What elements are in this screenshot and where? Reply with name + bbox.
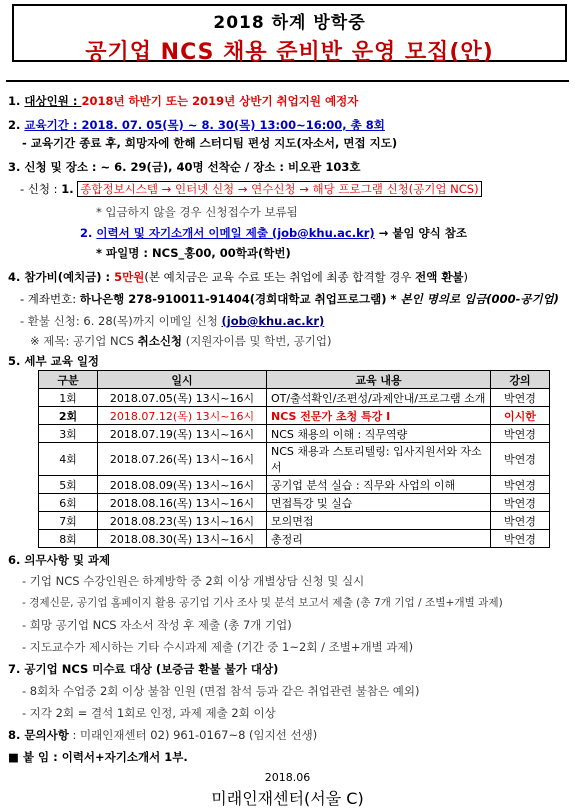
filename-rule: * 파일명 : NCS_홍00, 00학과(학번) [96,246,291,260]
cell-datetime: 2018.08.30(목) 13시~16시 [98,530,267,548]
cell-content: 공기업 분석 실습 : 직무와 사업의 이해 [267,476,491,494]
cell-lecturer: 박연경 [491,530,550,548]
noncompletion-item: - 8회차 수업중 2회 이상 불참 인원 (면접 참석 등과 같은 취업관련 불참은 예외) [22,684,420,698]
section-label: 대상인원 : [24,94,82,108]
refund-line [20,314,324,328]
section-value: 2018. 07. 05(목) ~ 8. 30(목) 13:00~16:00, 총 8회 [81,118,385,132]
cell-content: 면접특강 및 실습 [267,494,491,512]
section-noncompletion-title: 7. 공기업 NCS 미수료 대상 (보증금 환불 불가 대상) [8,662,279,676]
cell-round: 5회 [39,476,98,494]
cell-datetime: 2018.07.05(목) 13시~16시 [98,389,267,407]
subject-cancel: 취소신청 [137,334,183,348]
footer-date: 2018.06 [264,771,311,784]
refund-subject [30,334,332,348]
apply-step2 [80,226,467,240]
title-box [12,4,567,65]
table-row [39,443,550,476]
attachment-line [8,750,188,764]
table-row [39,476,550,494]
cell-lecturer: 박연경 [491,443,550,476]
attachment-label: 붙 임 [22,750,50,764]
apply-prefix: - 신청 : [20,182,62,196]
noncompletion-item: - 지각 2회 = 결석 1회로 인정, 과제 제출 2회 이상 [22,706,276,720]
cell-lecturer: 박연경 [491,494,550,512]
cell-content: NCS 전문가 초청 특강 I [267,407,491,425]
section-number: 1. [8,94,21,108]
cell-datetime: 2018.07.26(목) 13시~16시 [98,443,267,476]
account-number: 하나은행 278-910011-91404(경희대학교 취업프로그램) [79,292,387,306]
col-header: 교육 내용 [267,371,491,389]
table-row [39,512,550,530]
cell-round: 4회 [39,443,98,476]
title-main: 공기업 NCS 채용 준비반 운영 모집(안) [85,40,494,65]
section-contact [8,728,317,742]
section-number: 4. [8,270,21,284]
cell-content: NCS 채용의 이해 : 직무역량 [267,425,491,443]
step-number: 1. [61,182,74,196]
section-label: 참가비(예치금) : [24,270,115,284]
fee-desc: (본 예치금은 교육 수료 또는 취업에 최종 합격할 경우 [144,270,416,284]
apply-step1-note: * 입금하지 않을 경우 신청접수가 보류됨 [96,205,298,219]
section-schedule-title: 5. 세부 교육 일정 [8,354,100,368]
section-label: 교육기간 : [24,118,82,132]
col-header: 일시 [98,371,267,389]
subject-prefix: ※ 제목: 공기업 NCS [30,334,138,348]
cell-lecturer: 박연경 [491,512,550,530]
cell-lecturer: 이시한 [491,407,550,425]
section-duties-title: 6. 의무사항 및 과제 [8,553,111,567]
cell-content: 모의면접 [267,512,491,530]
cell-content: 총정리 [267,530,491,548]
table-row [39,530,550,548]
period-note: - 교육기간 종료 후, 희망자에 한해 스터디팀 편성 지도(자소서, 면접 지도) [22,136,398,150]
cell-round: 6회 [39,494,98,512]
contact-label: 8. 문의사항 [8,728,69,742]
duty-item: - 경제신문, 공기업 홈페이지 활용 공기업 기사 조사 및 분석 보고서 제출 (총 7개 기업 / 조별+개별 과제) [22,597,503,609]
cell-round: 7회 [39,512,98,530]
cell-round: 1회 [39,389,98,407]
apply-email-link[interactable]: 이력서 및 자기소개서 이메일 제출 (job@khu.ac.kr) [96,226,375,240]
section-target [8,94,358,108]
cell-lecturer: 박연경 [491,476,550,494]
section-number: 2. [8,118,21,132]
cell-content: OT/출석확인/조편성/과제안내/프로그램 소개 [267,389,491,407]
cell-round: 3회 [39,425,98,443]
table-header-row [39,371,550,389]
contact-value: : 미래인재센터 02) 961-0167~8 (임지선 선생) [68,728,318,742]
table-row [39,425,550,443]
duty-item: - 기업 NCS 수강인원은 하계방학 중 2회 이상 개별상담 신청 및 실시 [22,574,365,588]
account-note: * 본인 명의로 입금(000-공기업) [386,292,559,306]
cell-datetime: 2018.08.16(목) 13시~16시 [98,494,267,512]
col-header: 강의 [491,371,550,389]
section-value: 2018년 하반기 또는 2019년 상반기 취업지원 예정자 [81,94,359,108]
fee-refund: 전액 환불 [415,270,464,284]
col-header: 구분 [39,371,98,389]
table-row [39,389,550,407]
apply-attach-ref: → 붙임 양식 참조 [374,226,467,240]
duty-item: - 지도교수가 제시하는 기타 수시과제 제출 (기간 중 1~2회 / 조별+개별 과제) [22,640,414,654]
fee-amount: 5만원 [114,270,145,284]
fee-desc-end: ) [463,270,469,284]
cell-datetime: 2018.07.12(목) 13시~16시 [98,407,267,425]
cell-round: 2회 [39,407,98,425]
cell-datetime: 2018.08.09(목) 13시~16시 [98,476,267,494]
cell-datetime: 2018.07.19(목) 13시~16시 [98,425,267,443]
section-period [8,118,385,132]
account-line [20,292,559,306]
step-number: 2. [80,226,93,240]
square-bullet-icon: ■ [8,750,23,764]
title-year: 2018 하계 방학중 [213,13,366,33]
cell-content: NCS 채용과 스토리텔링: 입사지원서와 자소서 [267,443,491,476]
table-row [39,494,550,512]
cell-lecturer: 박연경 [491,389,550,407]
table-row-highlight [39,407,550,425]
attachment-value: : 이력서+자기소개서 1부. [49,750,188,764]
schedule-table [38,370,550,548]
section-apply: 3. 신청 및 장소 : ~ 6. 29(금), 40명 선착순 / 장소 : 비오관 103호 [8,160,361,174]
cell-datetime: 2018.08.23(목) 13시~16시 [98,512,267,530]
refund-email-link[interactable]: (job@khu.ac.kr) [221,314,325,328]
divider-top [6,80,569,82]
footer-org: 미래인재센터(서울 C) [211,789,364,808]
subject-end: (지원자이름 및 학번, 공기업) [182,334,332,348]
section-fee [8,270,468,284]
apply-step1 [20,182,482,196]
refund-text: - 환불 신청: 6. 28(목)까지 이메일 신청 [20,314,222,328]
duty-item: - 희망 공기업 NCS 자소서 작성 후 제출 (총 7개 기업) [22,618,292,632]
cell-round: 8회 [39,530,98,548]
account-label: - 계좌번호: [20,292,80,306]
cell-lecturer: 박연경 [491,425,550,443]
apply-path: 종합정보시스템 → 인터넷 신청 → 연수신청 → 해당 프로그램 신청(공기업 NCS) [77,181,481,197]
